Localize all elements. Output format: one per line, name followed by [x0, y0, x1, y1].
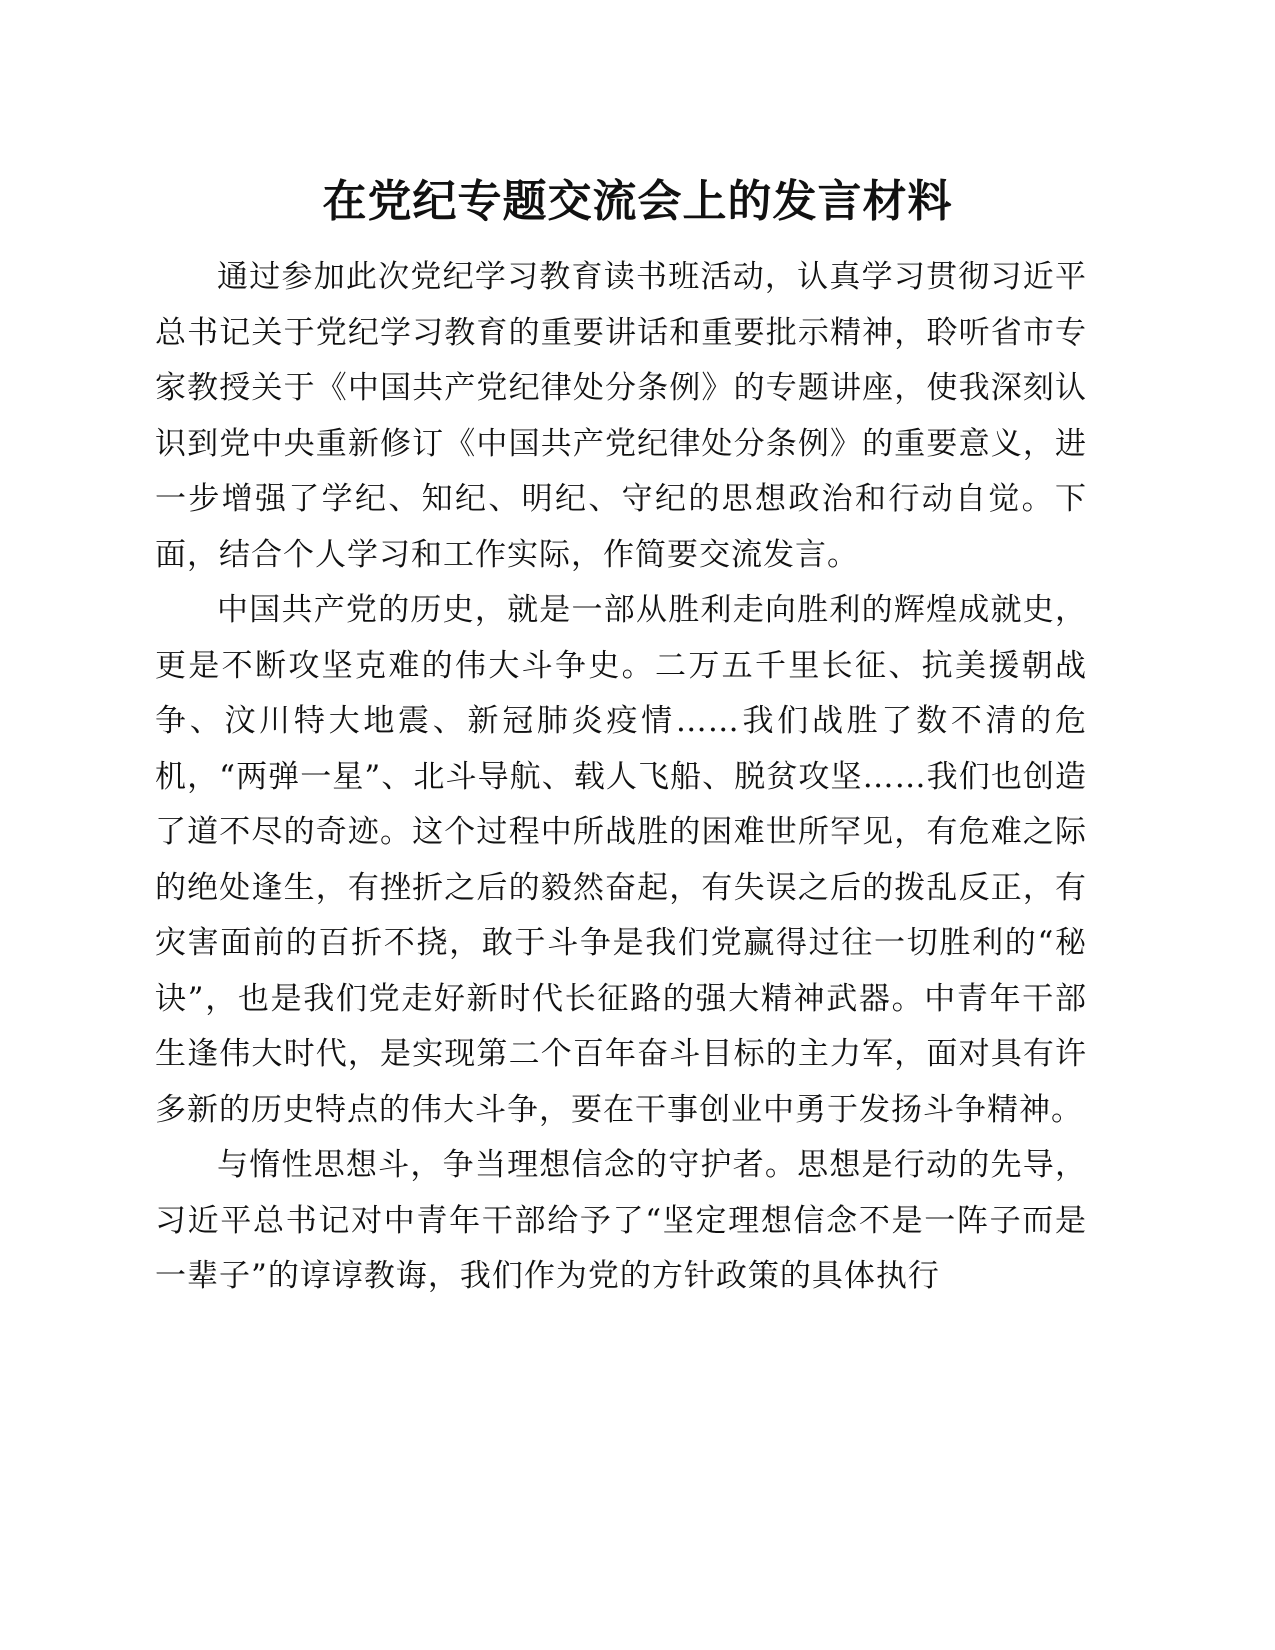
document-title: 在党纪专题交流会上的发言材料 [322, 176, 953, 227]
paragraph-intro: 通过参加此次党纪学习教育读书班活动，认真学习贯彻习近平总书记关于党纪学习教育的重要讲话和重要批示精神，聆听省市专家教授关于《中国共产党纪律处分条例》的专题讲座，使我深刻认识到党中央重新修订《中国共产党纪律处分条例》的重要意义，进一步增强了学纪、知纪、明纪、守纪的思想政治和行动自觉。下面，结合个人学习和工作实际，作简要交流发言。 [155, 259, 1087, 573]
document-body [155, 250, 1087, 1305]
paragraph-history: 中国共产党的历史，就是一部从胜利走向胜利的辉煌成就史，更是不断攻坚克难的伟大斗争史。二万五千里长征、抗美援朝战争、汶川特大地震、新冠肺炎疫情……我们战胜了数不清的危机，“两弹一星”、北斗导航、载人飞船、脱贫攻坚……我们也创造了道不尽的奇迹。这个过程中所战胜的困难世所罕见，有危难之际的绝处逢生，有挫折之后的毅然奋起，有失误之后的拨乱反正，有灾害面前的百折不挠，敢于斗争是我们党赢得过往一切胜利的“秘诀”，也是我们党走好新时代长征路的强大精神武器。中青年干部生逢伟大时代，是实现第二个百年奋斗目标的主力军，面对具有许多新的历史特点的伟大斗争，要在干事创业中勇于发扬斗争精神。 [155, 592, 1087, 1128]
paragraph-ideals: 与惰性思想斗，争当理想信念的守护者。思想是行动的先导，习近平总书记对中青年干部给予了“坚定理想信念不是一阵子而是一辈子”的谆谆教诲，我们作为党的方针政策的具体执行 [155, 1147, 1087, 1294]
